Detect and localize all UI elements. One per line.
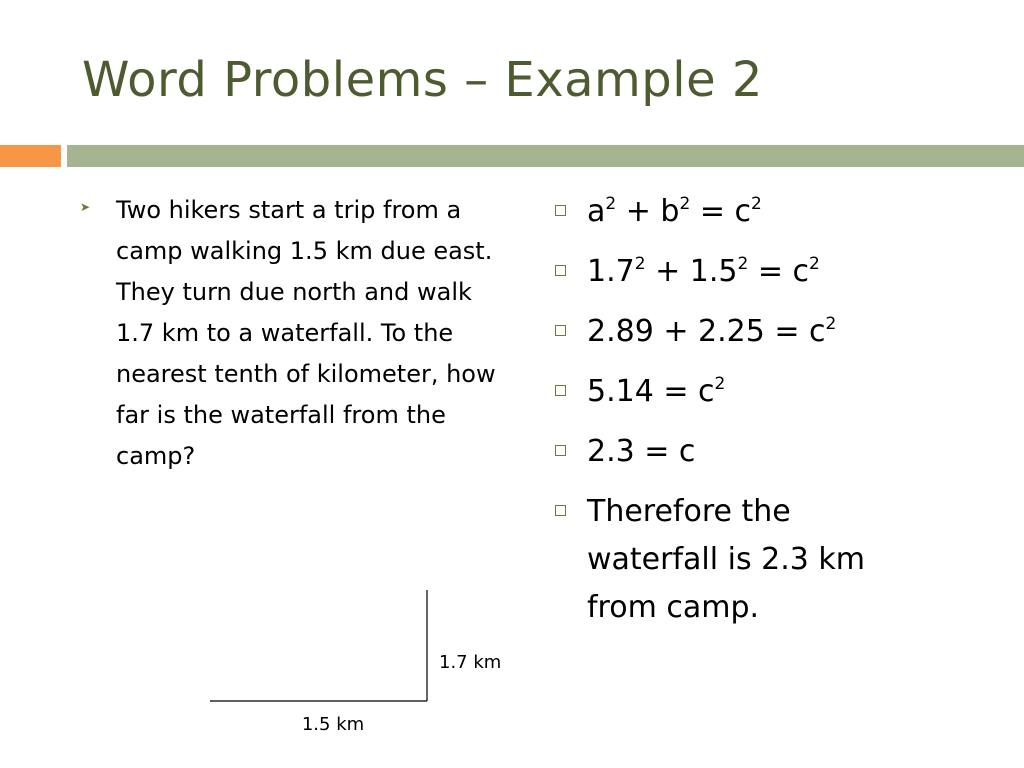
problem-text: Two hikers start a trip from a camp walking 1.5 km due east. They turn due north and walk 1.7 km to a waterfall. To the nearest tenth of kilometer, how far is the waterfall from the camp? <box>116 196 496 470</box>
equation: 2.3 = c <box>587 434 696 469</box>
conclusion-text: Therefore the waterfall is 2.3 km from camp. <box>587 494 865 625</box>
north-leg-label: 1.7 km <box>439 652 502 673</box>
slide-title: Word Problems – Example 2 <box>82 52 763 108</box>
equation: $1.7^2 + 1.5^2 = c^2$ <box>587 254 820 289</box>
equation: $a^2 + b^2 = c^2$ <box>587 194 762 229</box>
east-leg-label: 1.5 km <box>301 714 365 735</box>
arrow-right-icon: ➤ <box>80 200 91 214</box>
equation: $5.14 = c^2$ <box>587 374 726 409</box>
equation: $2.89 + 2.25 = c^2$ <box>587 314 837 349</box>
